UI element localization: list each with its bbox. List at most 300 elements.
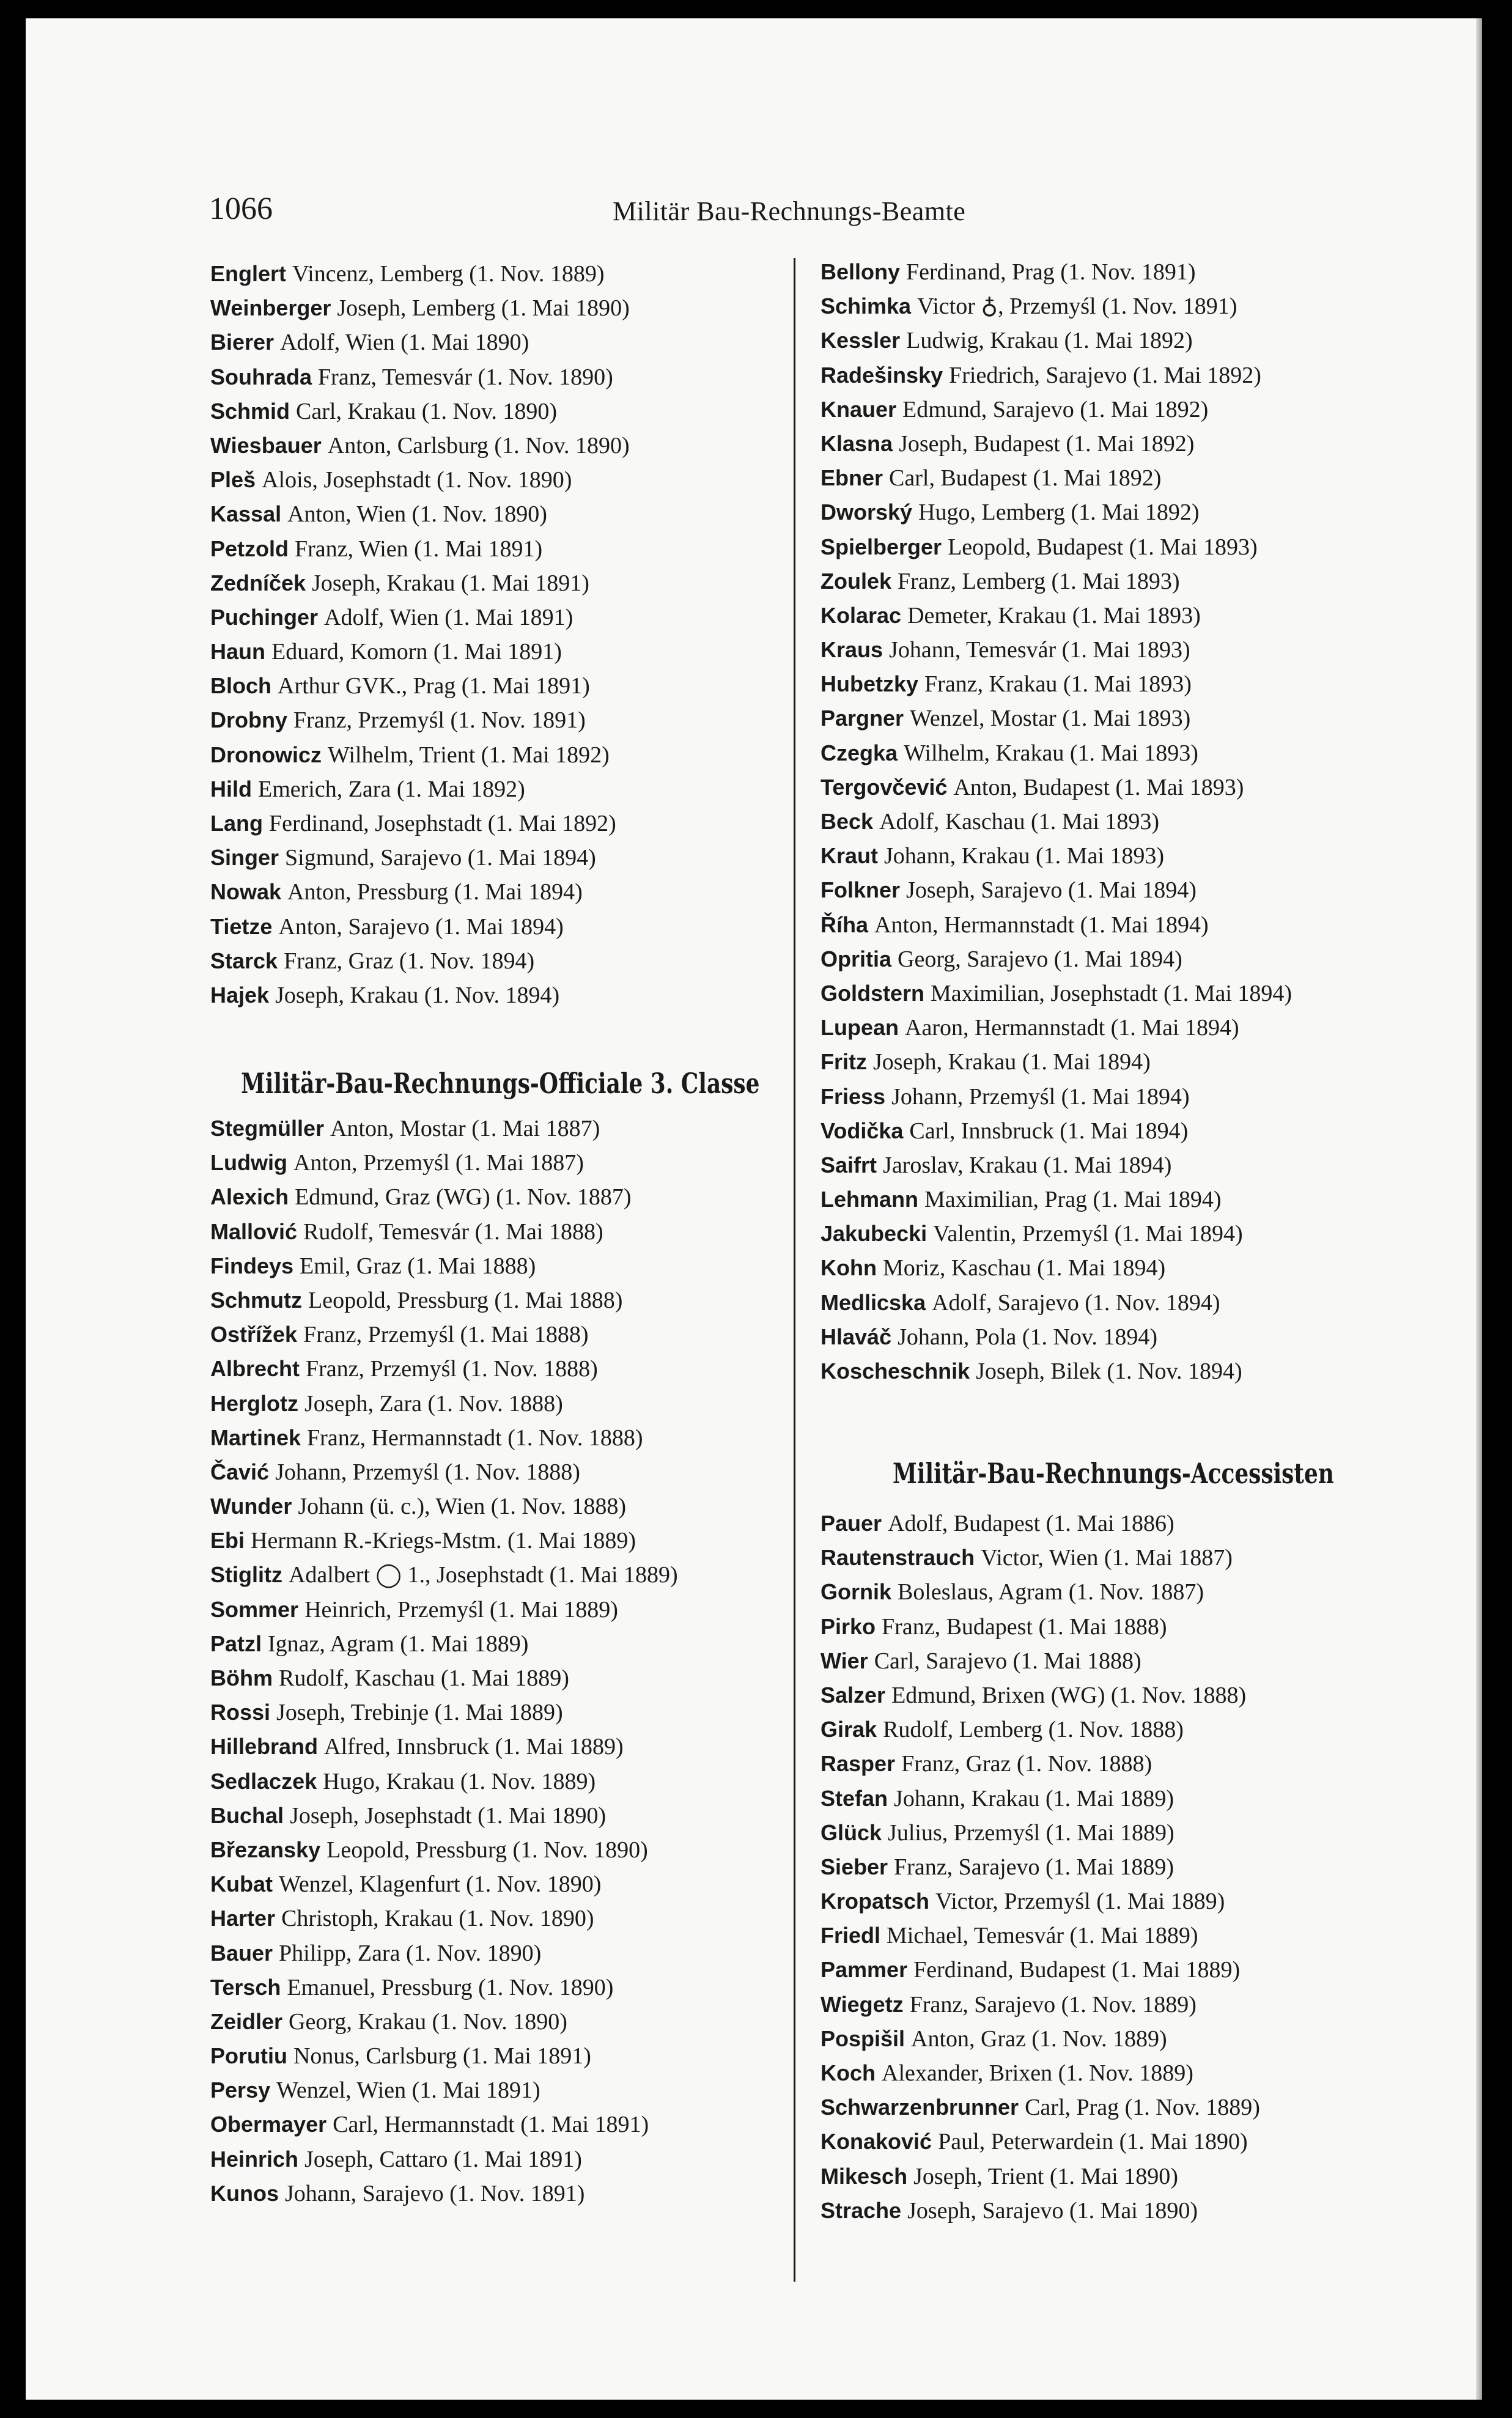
entry-surname: Herglotz: [210, 1390, 298, 1416]
entry-surname: Goldstern: [821, 980, 925, 1006]
list-item: [210, 910, 630, 944]
entry-details: Joseph, Budapest (1. Mai 1892): [899, 430, 1195, 457]
section-title-accessisten: Militär-Bau-Rechnungs-Accessisten: [893, 1457, 1334, 1490]
entry-surname: Pammer: [821, 1957, 908, 1983]
entry-surname: Stefan: [821, 1785, 888, 1811]
entry-details: Edmund, Sarajevo (1. Mai 1892): [902, 396, 1209, 422]
entry-surname: Jakubecki: [821, 1221, 927, 1247]
list-item: [210, 1695, 678, 1730]
list-item: [210, 1111, 678, 1146]
entry-details: Anton, Wien (1. Nov. 1890): [287, 501, 547, 528]
entry-surname: Friedl: [821, 1923, 881, 1948]
column-divider-lower: [794, 1021, 795, 2282]
entry-surname: Pospišil: [821, 2025, 905, 2051]
entry-surname: Rossi: [210, 1700, 271, 1725]
entry-details: Johann, Przemyśl (1. Nov. 1888): [275, 1459, 580, 1485]
entry-details: Heinrich, Przemyśl (1. Mai 1889): [304, 1596, 618, 1623]
list-item: [210, 1799, 678, 1833]
entry-surname: Friess: [821, 1083, 886, 1109]
entry-surname: Bloch: [210, 673, 272, 699]
entry-details: Franz, Krakau (1. Mai 1893): [924, 671, 1192, 698]
list-item: [821, 1354, 1292, 1388]
list-item: [821, 1320, 1292, 1354]
entry-details: Jaroslav, Krakau (1. Mai 1894): [883, 1152, 1172, 1178]
entry-surname: Alexich: [210, 1184, 289, 1210]
entry-details: Rudolf, Kaschau (1. Mai 1889): [279, 1665, 569, 1691]
list-item: [210, 1661, 678, 1695]
list-item: [210, 1387, 678, 1421]
entry-surname: Kubat: [210, 1871, 273, 1897]
entry-surname: Lang: [210, 811, 263, 836]
entry-surname: Knauer: [821, 396, 897, 422]
entry-surname: Sedlaczek: [210, 1768, 317, 1794]
entry-details: Sigmund, Sarajevo (1. Mai 1894): [285, 845, 596, 871]
entry-surname: Hild: [210, 776, 252, 802]
entry-details: Johann, Pola (1. Nov. 1894): [898, 1324, 1158, 1350]
entry-surname: Sieber: [821, 1854, 888, 1879]
list-item: [821, 599, 1292, 633]
list-item: [210, 497, 630, 531]
entry-details: Anton, Hermannstadt (1. Mai 1894): [874, 912, 1209, 938]
entry-surname: Tergovčević: [821, 774, 948, 800]
entry-details: Georg, Krakau (1. Nov. 1890): [289, 2008, 567, 2035]
list-item: [210, 291, 630, 325]
entry-details: Michael, Temesvár (1. Mai 1889): [887, 1923, 1198, 1949]
entry-details: Anton, Sarajevo (1. Mai 1894): [278, 913, 564, 940]
list-item: [210, 2039, 678, 2073]
entry-details: Edmund, Graz (WG) (1. Nov. 1887): [295, 1184, 632, 1211]
list-item: [821, 1919, 1260, 1953]
left-column-list: [210, 257, 630, 1012]
entry-surname: Zeidler: [210, 2008, 283, 2034]
entry-surname: Haun: [210, 639, 265, 665]
entry-surname: Wiesbauer: [210, 432, 322, 458]
entry-details: Johann, Sarajevo (1. Nov. 1891): [285, 2180, 585, 2206]
list-item: [821, 1286, 1292, 1320]
entry-details: Leopold, Budapest (1. Mai 1893): [948, 534, 1258, 560]
entry-surname: Ebner: [821, 465, 883, 491]
entry-surname: Vodička: [821, 1118, 904, 1143]
entry-surname: Albrecht: [210, 1356, 300, 1382]
list-item: [210, 600, 630, 635]
entry-surname: Dworský: [821, 499, 913, 525]
list-item: [821, 1114, 1292, 1148]
entry-surname: Bauer: [210, 1940, 273, 1966]
list-item: [821, 358, 1292, 393]
list-item: [821, 495, 1292, 529]
list-item: [821, 1217, 1292, 1251]
entry-surname: Hubetzky: [821, 671, 919, 697]
entry-surname: Wunder: [210, 1494, 292, 1519]
list-item: [210, 429, 630, 463]
entry-details: Philipp, Zara (1. Nov. 1890): [279, 1940, 542, 1966]
list-item: [210, 566, 630, 600]
list-item: [210, 325, 630, 359]
entry-surname: Findeys: [210, 1253, 294, 1278]
entry-details: Adolf, Sarajevo (1. Nov. 1894): [932, 1289, 1220, 1316]
entry-surname: Mallović: [210, 1218, 298, 1244]
list-item: [821, 1148, 1292, 1182]
entry-surname: Porutiu: [210, 2043, 287, 2069]
entry-details: Joseph, Krakau (1. Nov. 1894): [275, 982, 560, 1008]
entry-surname: Hlaváč: [821, 1324, 892, 1349]
entry-details: Hermann R.-Kriegs-Mstm. (1. Mai 1889): [251, 1528, 636, 1554]
entry-surname: Folkner: [821, 877, 901, 903]
entry-details: Victor ♁, Przemyśl (1. Nov. 1891): [917, 293, 1237, 320]
entry-surname: Kessler: [821, 328, 901, 353]
entry-surname: Říha: [821, 912, 869, 937]
entry-surname: Strache: [821, 2197, 902, 2223]
entry-surname: Stegmüller: [210, 1116, 325, 1141]
entry-details: Valentin, Przemyśl (1. Mai 1894): [933, 1221, 1243, 1247]
entry-surname: Spielberger: [821, 534, 942, 559]
entry-details: Friedrich, Sarajevo (1. Mai 1892): [949, 362, 1261, 388]
list-item: [210, 669, 630, 703]
entry-surname: Ebi: [210, 1528, 245, 1554]
entry-surname: Pargner: [821, 706, 904, 731]
list-item: [210, 1936, 678, 1970]
entry-details: Wenzel, Wien (1. Mai 1891): [276, 2077, 540, 2104]
entry-details: Vincenz, Lemberg (1. Nov. 1889): [292, 261, 605, 287]
list-item: [821, 633, 1292, 667]
entry-surname: Klasna: [821, 430, 893, 456]
entry-details: Ferdinand, Prag (1. Nov. 1891): [906, 259, 1196, 285]
list-item: [821, 1884, 1260, 1919]
entry-details: Joseph, Josephstadt (1. Mai 1890): [290, 1802, 607, 1829]
entry-surname: Medlicska: [821, 1289, 926, 1315]
list-item: [821, 736, 1292, 770]
entry-surname: Lupean: [821, 1015, 899, 1041]
entry-surname: Radešinsky: [821, 362, 943, 388]
list-item: [821, 839, 1292, 873]
entry-details: Anton, Budapest (1. Mai 1893): [953, 774, 1244, 800]
entry-surname: Ludwig: [210, 1150, 287, 1176]
list-item: [210, 2005, 678, 2039]
entry-surname: Konaković: [821, 2129, 932, 2154]
entry-details: Carl, Prag (1. Nov. 1889): [1025, 2095, 1260, 2121]
list-item: [821, 1782, 1260, 1816]
entry-details: Wenzel, Klagenfurt (1. Nov. 1890): [279, 1871, 602, 1898]
list-item: [210, 1215, 678, 1249]
list-item: [821, 2159, 1260, 2194]
entry-details: Hugo, Krakau (1. Nov. 1889): [323, 1768, 596, 1794]
entry-surname: Harter: [210, 1906, 276, 1931]
list-item: [821, 1575, 1260, 1609]
list-item: [821, 2056, 1260, 2090]
entry-details: Anton, Przemyśl (1. Mai 1887): [293, 1150, 584, 1176]
entry-surname: Gornik: [821, 1579, 892, 1605]
entry-details: Johann, Krakau (1. Mai 1889): [894, 1785, 1175, 1812]
entry-surname: Girak: [821, 1717, 877, 1742]
book-page: [26, 18, 1482, 2400]
list-item: [821, 1541, 1260, 1575]
entry-details: Wenzel, Mostar (1. Mai 1893): [910, 706, 1191, 732]
list-item: [210, 1970, 678, 2005]
entry-details: Adalbert ◯ 1., Josephstadt (1. Mai 1889): [288, 1562, 678, 1588]
list-item: [821, 942, 1292, 976]
entry-details: Anton, Graz (1. Nov. 1889): [911, 2025, 1167, 2052]
entry-details: Joseph, Trient (1. Mai 1890): [913, 2163, 1178, 2189]
page-edge: [1476, 18, 1482, 2400]
entry-details: Maximilian, Josephstadt (1. Mai 1894): [931, 980, 1293, 1006]
entry-details: Ludwig, Krakau (1. Mai 1892): [906, 328, 1193, 354]
entry-surname: Kropatsch: [821, 1889, 930, 1914]
list-item: [210, 1593, 678, 1627]
list-item: [821, 1988, 1260, 2022]
entry-surname: Salzer: [821, 1682, 886, 1708]
entry-surname: Kraut: [821, 843, 879, 869]
entry-surname: Ostřížek: [210, 1322, 298, 1347]
entry-details: Leopold, Pressburg (1. Mai 1888): [308, 1287, 623, 1313]
entry-surname: Koscheschnik: [821, 1358, 970, 1384]
right-column-list: [821, 255, 1292, 1388]
entry-details: Joseph, Sarajevo (1. Mai 1894): [906, 877, 1197, 904]
entry-details: Carl, Krakau (1. Nov. 1890): [296, 398, 558, 424]
section-title-officiale: Militär-Bau-Rechnungs-Officiale 3. Classe: [241, 1067, 760, 1100]
entry-surname: Bierer: [210, 330, 275, 355]
entry-details: Nonus, Carlsburg (1. Mai 1891): [293, 2043, 591, 2070]
list-item: [210, 2177, 678, 2211]
entry-details: Paul, Peterwardein (1. Mai 1890): [938, 2129, 1248, 2155]
entry-details: Franz, Temesvár (1. Nov. 1890): [318, 364, 613, 390]
page-number: 1066: [209, 191, 273, 226]
entry-surname: Pleš: [210, 467, 256, 493]
list-item: [210, 1558, 678, 1592]
entry-surname: Schimka: [821, 293, 912, 319]
entry-details: Adolf, Wien (1. Mai 1891): [324, 604, 573, 630]
entry-surname: Petzold: [210, 536, 289, 561]
entry-details: Joseph, Sarajevo (1. Mai 1890): [907, 2197, 1198, 2224]
entry-surname: Koch: [821, 2060, 876, 2085]
entry-surname: Puchinger: [210, 604, 319, 630]
list-item: [210, 1489, 678, 1524]
entry-details: Ferdinand, Budapest (1. Mai 1889): [913, 1957, 1241, 1983]
entry-details: Joseph, Krakau (1. Mai 1894): [873, 1049, 1151, 1075]
entry-details: Rudolf, Temesvár (1. Mai 1888): [303, 1218, 603, 1245]
entry-details: Christoph, Krakau (1. Nov. 1890): [281, 1906, 594, 1932]
entry-details: Joseph, Trebinje (1. Mai 1889): [276, 1700, 563, 1726]
list-item: [210, 1627, 678, 1661]
entry-details: Adolf, Budapest (1. Mai 1886): [888, 1511, 1175, 1536]
list-item: [210, 1283, 678, 1318]
list-item: [210, 1318, 678, 1352]
entry-surname: Dronowicz: [210, 742, 322, 767]
entry-surname: Saifrt: [821, 1152, 877, 1178]
entry-surname: Bellony: [821, 259, 901, 284]
list-item: [210, 875, 630, 909]
list-item: [821, 1610, 1260, 1644]
entry-surname: Schmutz: [210, 1287, 303, 1313]
entry-surname: Fritz: [821, 1049, 867, 1075]
column-divider-upper: [794, 258, 795, 1022]
entry-details: Anton, Carlsburg (1. Nov. 1890): [327, 432, 630, 459]
list-item: [210, 978, 630, 1012]
entry-surname: Böhm: [210, 1665, 273, 1690]
entry-details: Wilhelm, Trient (1. Mai 1892): [328, 742, 610, 768]
entry-details: Victor, Przemyśl (1. Mai 1889): [935, 1889, 1225, 1915]
entry-details: Moriz, Kaschau (1. Mai 1894): [882, 1255, 1166, 1281]
entry-surname: Kolarac: [821, 602, 902, 628]
list-item: [821, 323, 1292, 358]
entry-details: Wilhelm, Krakau (1. Mai 1893): [904, 740, 1198, 766]
entry-details: Franz, Hermannstadt (1. Nov. 1888): [307, 1425, 643, 1451]
list-item: [210, 841, 630, 875]
list-item: [210, 1146, 678, 1180]
list-item: [821, 2125, 1260, 2159]
list-item: [821, 1850, 1260, 1884]
entry-details: Joseph, Zara (1. Nov. 1888): [304, 1390, 563, 1417]
list-item: [210, 257, 630, 291]
list-item: [210, 1421, 678, 1455]
entry-details: Adolf, Wien (1. Mai 1890): [280, 330, 529, 356]
list-item: [821, 805, 1292, 839]
entry-surname: Kassal: [210, 501, 282, 527]
entry-surname: Hajek: [210, 982, 270, 1008]
entry-surname: Mikesch: [821, 2163, 908, 2189]
entry-surname: Drobny: [210, 707, 287, 733]
entry-details: Carl, Sarajevo (1. Mai 1888): [874, 1648, 1141, 1674]
list-item: [821, 873, 1292, 907]
list-item: [821, 667, 1292, 701]
list-item: [821, 564, 1292, 599]
entry-details: Franz, Sarajevo (1. Mai 1889): [894, 1854, 1175, 1880]
entry-details: Joseph, Lemberg (1. Mai 1890): [337, 295, 630, 322]
entry-surname: Kraus: [821, 637, 883, 663]
entry-surname: Starck: [210, 948, 278, 973]
entry-details: Edmund, Brixen (WG) (1. Nov. 1888): [891, 1682, 1247, 1708]
entry-details: Maximilian, Prag (1. Mai 1894): [924, 1187, 1222, 1213]
entry-surname: Čavić: [210, 1459, 270, 1484]
list-item: [821, 1644, 1260, 1678]
entry-surname: Martinek: [210, 1425, 301, 1450]
entry-details: Joseph, Krakau (1. Mai 1891): [312, 570, 589, 596]
list-item: [210, 1352, 678, 1386]
list-item: [821, 1953, 1260, 1987]
list-item: [210, 1455, 678, 1489]
entry-surname: Weinberger: [210, 295, 331, 321]
entry-surname: Heinrich: [210, 2146, 299, 2172]
entry-surname: Obermayer: [210, 2112, 327, 2137]
running-title: Militär Bau-Rechnungs-Beamte: [613, 196, 966, 226]
entry-details: Alois, Josephstadt (1. Nov. 1890): [262, 467, 572, 493]
entry-details: Boleslaus, Agram (1. Nov. 1887): [898, 1579, 1204, 1605]
list-item: [210, 1764, 678, 1799]
entry-details: Franz, Przemyśl (1. Nov. 1891): [293, 707, 586, 734]
list-item: [210, 635, 630, 669]
entry-details: Emil, Graz (1. Mai 1888): [300, 1253, 536, 1279]
list-item: [821, 427, 1292, 461]
entry-details: Leopold, Pressburg (1. Nov. 1890): [326, 1837, 648, 1863]
list-item: [210, 2073, 678, 2107]
entry-surname: Souhrada: [210, 364, 312, 389]
list-item: [821, 1045, 1292, 1079]
entry-details: Franz, Lemberg (1. Mai 1893): [898, 568, 1180, 594]
list-item: [821, 2090, 1260, 2125]
entry-details: Franz, Przemyśl (1. Mai 1888): [303, 1322, 589, 1348]
entry-details: Aaron, Hermannstadt (1. Mai 1894): [905, 1015, 1239, 1041]
entry-surname: Pirko: [821, 1613, 876, 1639]
entry-surname: Tersch: [210, 1974, 281, 2000]
entry-details: Franz, Przemyśl (1. Nov. 1888): [306, 1356, 598, 1382]
entry-details: Hugo, Lemberg (1. Mai 1892): [918, 499, 1200, 526]
list-item: [821, 1506, 1260, 1541]
entry-surname: Czegka: [821, 740, 898, 765]
list-item: [821, 1678, 1260, 1712]
entry-surname: Pauer: [821, 1511, 882, 1536]
list-item: [210, 806, 630, 841]
entry-details: Ferdinand, Josephstadt (1. Mai 1892): [269, 811, 616, 836]
list-item: [210, 532, 630, 566]
entry-details: Franz, Sarajevo (1. Nov. 1889): [909, 1991, 1197, 2018]
accessisten-list: [821, 1506, 1260, 2228]
entry-details: Emanuel, Pressburg (1. Nov. 1890): [287, 1974, 614, 2000]
list-item: [210, 1524, 678, 1558]
entry-surname: Zoulek: [821, 568, 892, 594]
entry-details: Alexander, Brixen (1. Nov. 1889): [882, 2060, 1193, 2086]
entry-surname: Wiegetz: [821, 1991, 904, 2017]
list-item: [210, 703, 630, 737]
entry-details: Anton, Mostar (1. Mai 1887): [330, 1116, 600, 1141]
list-item: [210, 1730, 678, 1764]
list-item: [210, 1867, 678, 1901]
list-item: [821, 2022, 1260, 2056]
list-item: [210, 360, 630, 394]
list-item: [821, 1747, 1260, 1781]
entry-details: Johann, Krakau (1. Mai 1893): [884, 843, 1165, 869]
list-item: [210, 1833, 678, 1867]
list-item: [210, 463, 630, 497]
entry-surname: Nowak: [210, 879, 282, 905]
entry-details: Joseph, Bilek (1. Nov. 1894): [976, 1358, 1242, 1384]
entry-surname: Englert: [210, 261, 287, 286]
entry-surname: Persy: [210, 2077, 271, 2103]
list-item: [821, 1816, 1260, 1850]
entry-details: Ignaz, Agram (1. Mai 1889): [268, 1631, 529, 1657]
entry-details: Alfred, Innsbruck (1. Mai 1889): [324, 1734, 624, 1760]
entry-details: Victor, Wien (1. Mai 1887): [981, 1545, 1233, 1571]
entry-details: Eduard, Komorn (1. Mai 1891): [271, 639, 562, 665]
entry-surname: Schmid: [210, 398, 290, 424]
entry-details: Franz, Graz (1. Nov. 1894): [284, 948, 535, 974]
entry-details: Johann (ü. c.), Wien (1. Nov. 1888): [298, 1494, 627, 1520]
list-item: [210, 944, 630, 978]
entry-surname: Stiglitz: [210, 1562, 282, 1588]
list-item: [821, 393, 1292, 427]
list-item: [821, 976, 1292, 1011]
entry-details: Johann, Temesvár (1. Mai 1893): [889, 637, 1190, 663]
entry-surname: Sommer: [210, 1596, 299, 1622]
list-item: [821, 908, 1292, 942]
entry-surname: Tietze: [210, 913, 273, 939]
entry-surname: Hillebrand: [210, 1734, 319, 1760]
list-item: [821, 1251, 1292, 1285]
entry-details: Johann, Przemyśl (1. Mai 1894): [891, 1083, 1190, 1110]
list-item: [210, 772, 630, 806]
list-item: [210, 1901, 678, 1936]
entry-surname: Buchal: [210, 1802, 284, 1828]
list-item: [821, 770, 1292, 805]
list-item: [821, 530, 1292, 564]
entry-surname: Opritia: [821, 946, 892, 971]
list-item: [821, 701, 1292, 735]
entry-surname: Wier: [821, 1648, 868, 1673]
entry-details: Anton, Pressburg (1. Mai 1894): [287, 879, 583, 905]
entry-surname: Beck: [821, 809, 874, 834]
entry-details: Franz, Budapest (1. Mai 1888): [882, 1613, 1167, 1640]
entry-details: Rudolf, Lemberg (1. Nov. 1888): [883, 1717, 1184, 1743]
entry-details: Arthur GVK., Prag (1. Mai 1891): [278, 673, 590, 699]
list-item: [821, 461, 1292, 495]
